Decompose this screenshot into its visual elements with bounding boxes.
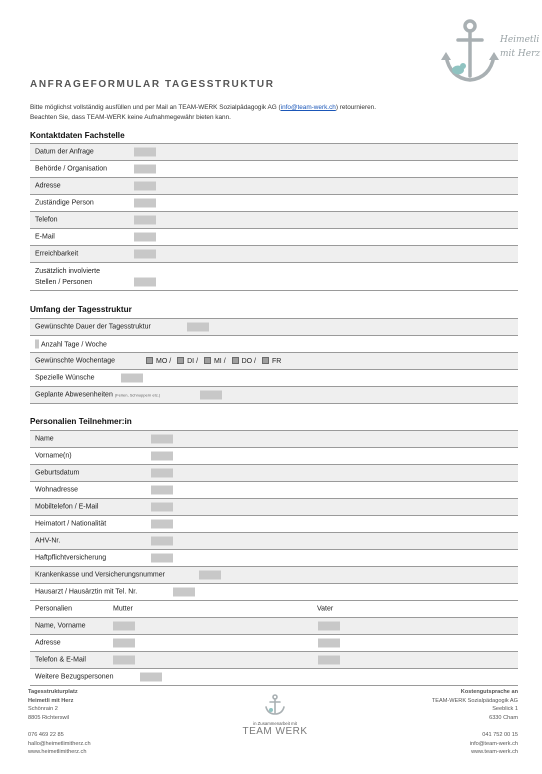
form-row [30, 246, 518, 263]
footer-org: Heimetli mit Herz [28, 697, 74, 704]
footer-email[interactable]: hallo@heimetlimitherz.ch [28, 740, 91, 747]
row-label [35, 340, 107, 349]
intro-line1-end: ) retournieren. [335, 104, 376, 111]
input-abwesenheiten[interactable] [200, 391, 222, 400]
abwesenheiten-note: (Ferien, Schnuppern etc.) [114, 392, 161, 398]
input-telefon[interactable] [134, 216, 156, 225]
checkbox-mi[interactable] [204, 357, 211, 364]
input-vater-name[interactable] [318, 622, 340, 631]
input-geburtsdatum[interactable] [151, 469, 173, 478]
footer-center [220, 694, 330, 737]
form-row [30, 336, 518, 353]
day-label: FR [271, 358, 282, 365]
row-label: Zuständige Person [35, 199, 94, 207]
section-personalien: Personalien Teilnehmer:in [30, 417, 132, 426]
input-vater-telefon[interactable] [318, 656, 340, 665]
row-label: Name, Vorname [35, 622, 86, 630]
input-name[interactable] [151, 435, 173, 444]
input-mutter-telefon[interactable] [113, 656, 135, 665]
footer-city-right: 6330 Cham [489, 714, 518, 721]
day-label: MO / [156, 358, 172, 365]
row-label: Geburtsdatum [35, 469, 80, 477]
row-label: Behörde / Organisation [35, 165, 107, 173]
row-label: Telefon & E-Mail [35, 656, 86, 664]
input-erreichbarkeit[interactable] [134, 250, 156, 259]
footer-web[interactable]: www.heimetlimitherz.ch [28, 749, 87, 756]
footer-phone: 076 469 22 85 [28, 731, 64, 738]
footer-org-right: TEAM-WERK Sozialpädagogik AG [431, 697, 518, 704]
footer-web-right[interactable]: www.team-werk.ch [471, 749, 518, 756]
footer-city: 8805 Richterswil [28, 714, 70, 721]
input-mobiltelefon[interactable] [151, 503, 173, 512]
email-link[interactable]: info@team-werk.ch [280, 104, 336, 111]
team-werk-logo-text: TEAM WERK [242, 726, 308, 737]
col-personalien: Personalien [35, 605, 72, 613]
form-row [30, 431, 518, 448]
input-adresse[interactable] [134, 182, 156, 191]
footer-left [28, 688, 91, 757]
anchor-small-icon [262, 694, 288, 716]
input-ahv[interactable] [151, 537, 173, 546]
parents-header-row [30, 601, 518, 618]
input-vater-adresse[interactable] [318, 639, 340, 648]
col-mutter: Mutter [113, 605, 133, 613]
parents-row [30, 635, 518, 652]
form-row [30, 567, 518, 584]
row-label-line2: Stellen / Personen [35, 279, 93, 286]
row-label: Heimatort / Nationalität [35, 520, 107, 528]
input-vorname[interactable] [151, 452, 173, 461]
form-row [30, 533, 518, 550]
input-person[interactable] [134, 199, 156, 208]
checkbox-mo[interactable] [146, 357, 153, 364]
footer-street-right: Seeblick 1 [492, 706, 518, 713]
row-label: Mobiltelefon / E-Mail [35, 503, 99, 511]
anchor-logo-icon [440, 18, 541, 93]
input-datum[interactable] [134, 148, 156, 157]
row-label: Wohnadresse [35, 486, 79, 494]
form-row [30, 353, 518, 370]
row-label: Adresse [35, 182, 61, 190]
form-row [30, 229, 518, 246]
row-label: Name [35, 435, 54, 443]
form-row [30, 370, 518, 387]
form-row [30, 178, 518, 195]
footer-caption: in Zusammenarbeit mit [253, 721, 297, 726]
footer-email-right[interactable]: info@team-werk.ch [469, 740, 518, 747]
input-wohnadresse[interactable] [151, 486, 173, 495]
footer-heading: Tagesstrukturplatz [28, 689, 78, 695]
row-label [35, 266, 100, 288]
footer-street: Schönrain 2 [28, 706, 58, 713]
intro-text [30, 103, 520, 122]
form-row [30, 499, 518, 516]
row-label: AHV-Nr. [35, 537, 61, 545]
footer-heading-right: Kostengutsprache an [460, 689, 518, 695]
form-row [30, 482, 518, 499]
parents-row [30, 618, 518, 635]
footer-right [432, 688, 518, 757]
input-weitere[interactable] [140, 673, 162, 682]
row-label: E-Mail [35, 233, 55, 241]
intro-line2: Beachten Sie, dass TEAM-WERK keine Aufnahmegewähr bieten kann. [30, 113, 231, 121]
input-haftpflicht[interactable] [151, 554, 173, 563]
section-kontaktdaten: Kontaktdaten Fachstelle [30, 131, 125, 140]
form-row [30, 465, 518, 482]
day-label: MI / [213, 358, 226, 365]
row-label: Hausarzt / Hausärztin mit Tel. Nr. [35, 588, 138, 596]
abwesenheiten-label: Geplante Abwesenheiten [35, 391, 113, 399]
form-row [30, 212, 518, 229]
form-row [30, 448, 518, 465]
row-label: Spezielle Wünsche [35, 374, 95, 382]
intro-line1: Bitte möglichst vollständig ausfüllen und per Mail an TEAM-WERK Sozialpädagogik AG ( [30, 104, 281, 111]
row-label: Weitere Bezugspersonen [35, 673, 114, 681]
input-behoerde[interactable] [134, 165, 156, 174]
form-row [30, 516, 518, 533]
row-label: Erreichbarkeit [35, 250, 79, 258]
input-email[interactable] [134, 233, 156, 242]
input-mutter-adresse[interactable] [113, 639, 135, 648]
input-krankenkasse[interactable] [199, 571, 221, 580]
input-hausarzt[interactable] [173, 588, 195, 597]
page-title: ANFRAGEFORMULAR TAGESSTRUKTUR [30, 79, 275, 90]
form-row [30, 387, 518, 404]
input-dauer[interactable] [187, 323, 209, 332]
col-vater: Vater [317, 605, 334, 613]
svg-text:mit Herz: mit Herz [500, 49, 541, 59]
form-row [30, 584, 518, 601]
team-werk-logo [220, 726, 330, 737]
form-row [30, 161, 518, 178]
checkbox-di[interactable] [177, 357, 184, 364]
day-label: DI / [187, 358, 199, 365]
anzahl-label: Anzahl Tage / Woche [41, 341, 107, 349]
form-row [30, 550, 518, 567]
input-heimatort[interactable] [151, 520, 173, 529]
row-label: Vorname(n) [35, 452, 72, 460]
form-row [30, 669, 518, 686]
row-label [35, 392, 160, 399]
day-label: DO / [241, 358, 256, 365]
row-label: Gewünschte Dauer der Tagesstruktur [35, 323, 151, 331]
form-row [30, 263, 518, 291]
row-label: Telefon [35, 216, 58, 224]
footer-phone-right: 041 752 00 15 [482, 731, 518, 738]
input-involvierte[interactable] [134, 278, 156, 287]
input-wuensche[interactable] [121, 374, 143, 383]
weekday-checkboxes [146, 357, 285, 365]
input-anzahl[interactable] [35, 340, 39, 349]
checkbox-do[interactable] [232, 357, 239, 364]
svg-text:Heimetli: Heimetli [500, 35, 540, 45]
row-label-line1: Zusätzlich involvierte [35, 268, 100, 275]
row-label: Datum der Anfrage [35, 148, 94, 156]
checkbox-fr[interactable] [262, 357, 269, 364]
form-row [30, 319, 518, 336]
parents-row [30, 652, 518, 669]
input-mutter-name[interactable] [113, 622, 135, 631]
form-row [30, 195, 518, 212]
form-row [30, 144, 518, 161]
row-label: Gewünschte Wochentage [35, 357, 116, 365]
row-label: Haftpflichtversicherung [35, 554, 107, 562]
section-umfang: Umfang der Tagesstruktur [30, 305, 132, 314]
row-label: Adresse [35, 639, 61, 647]
row-label: Krankenkasse und Versicherungsnummer [35, 571, 165, 579]
